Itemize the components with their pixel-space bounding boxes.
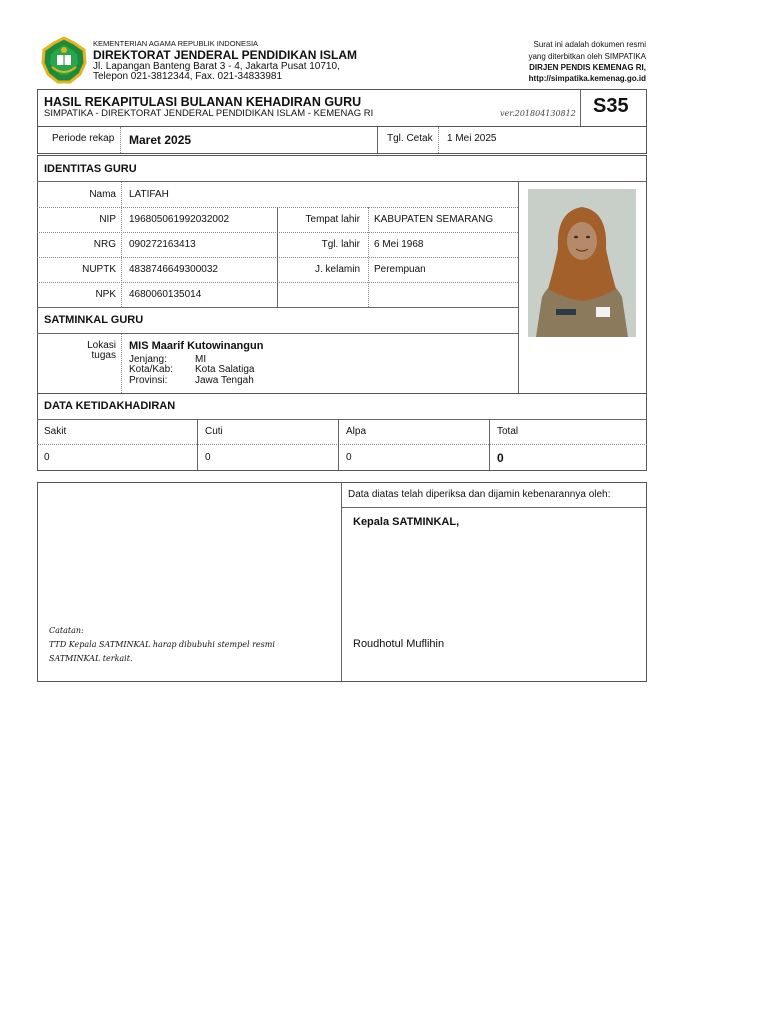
absence-col-alpa: Alpa bbox=[346, 426, 367, 437]
nuptk-value: 4838746649300032 bbox=[129, 264, 218, 275]
absence-val-alpa: 0 bbox=[346, 452, 352, 463]
notice-line-2: yang diterbitkan oleh SIMPATIKA bbox=[528, 52, 646, 61]
print-date-label: Tgl. Cetak bbox=[387, 133, 433, 144]
jenjang-label: Jenjang: bbox=[129, 354, 167, 365]
npk-value: 4680060135014 bbox=[129, 289, 202, 300]
signer-role: Kepala SATMINKAL, bbox=[353, 516, 460, 528]
tempat-lahir-value: KABUPATEN SEMARANG bbox=[374, 214, 494, 225]
kota-label: Kota/Kab: bbox=[129, 364, 173, 375]
kota-value: Kota Salatiga bbox=[195, 364, 255, 375]
nip-label: NIP bbox=[99, 214, 116, 225]
lokasi-label-2: tugas bbox=[91, 350, 116, 361]
nip-value: 196805061992032002 bbox=[129, 214, 230, 225]
nuptk-label: NUPTK bbox=[82, 264, 116, 275]
absence-val-cuti: 0 bbox=[205, 452, 211, 463]
teacher-photo bbox=[528, 189, 636, 337]
report-subtitle: SIMPATIKA - DIREKTORAT JENDERAL PENDIDIKAN ISLAM - KEMENAG RI bbox=[44, 108, 374, 119]
nrg-value: 090272163413 bbox=[129, 239, 196, 250]
provinsi-value: Jawa Tengah bbox=[195, 375, 254, 386]
tgl-lahir-label: Tgl. lahir bbox=[321, 239, 360, 250]
nama-value: LATIFAH bbox=[129, 189, 169, 200]
satminkal-heading: SATMINKAL GURU bbox=[44, 314, 144, 326]
ministry-name: KEMENTERIAN AGAMA REPUBLIK INDONESIA bbox=[93, 39, 259, 48]
npk-label: NPK bbox=[95, 289, 116, 300]
address-text: Jl. Lapangan Banteng Barat 3 - 4, Jakarta Pusat 10710, bbox=[93, 61, 340, 72]
tgl-lahir-value: 6 Mei 1968 bbox=[374, 239, 424, 250]
school-name: MIS Maarif Kutowinangun bbox=[129, 340, 264, 352]
form-code: S35 bbox=[593, 95, 629, 117]
jenjang-value: MI bbox=[195, 354, 207, 365]
lokasi-label-1: Lokasi bbox=[87, 340, 116, 351]
verified-text: Data diatas telah diperiksa dan dijamin kebenarannya oleh: bbox=[348, 489, 611, 500]
note-line-1: TTD Kepala SATMINKAL harap dibubuhi stempel resmi bbox=[49, 640, 275, 649]
notice-line-3: DIRJEN PENDIS KEMENAG RI, bbox=[529, 63, 646, 72]
jenis-kelamin-value: Perempuan bbox=[374, 264, 426, 275]
phone-text: Telepon 021-3812344, Fax. 021-34833981 bbox=[93, 71, 283, 82]
print-date-value: 1 Mei 2025 bbox=[447, 133, 497, 144]
jenis-kelamin-label: J. kelamin bbox=[314, 264, 360, 275]
period-label: Periode rekap bbox=[52, 133, 115, 144]
signer-name: Roudhotul Muflihin bbox=[353, 638, 445, 650]
directorate-name: DIREKTORAT JENDERAL PENDIDIKAN ISLAM bbox=[93, 48, 358, 62]
signature-section bbox=[37, 482, 647, 682]
tempat-lahir-label: Tempat lahir bbox=[305, 214, 360, 225]
notice-line-1: Surat ini adalah dokumen resmi bbox=[533, 40, 646, 49]
ministry-logo bbox=[40, 37, 88, 85]
nrg-label: NRG bbox=[93, 239, 116, 250]
absence-heading: DATA KETIDAKHADIRAN bbox=[44, 400, 176, 412]
period-value: Maret 2025 bbox=[129, 133, 192, 147]
absence-col-cuti: Cuti bbox=[205, 426, 223, 437]
absence-val-sakit: 0 bbox=[44, 452, 50, 463]
absence-val-total: 0 bbox=[497, 451, 504, 465]
provinsi-label: Provinsi: bbox=[129, 375, 168, 386]
identity-heading: IDENTITAS GURU bbox=[44, 163, 137, 175]
note-title: Catatan: bbox=[49, 626, 84, 635]
absence-col-total: Total bbox=[497, 426, 519, 437]
notice-line-4: http://simpatika.kemenag.go.id bbox=[528, 74, 646, 83]
absence-col-sakit: Sakit bbox=[44, 426, 67, 437]
note-line-2: SATMINKAL terkait. bbox=[49, 654, 133, 663]
report-title: HASIL REKAPITULASI BULANAN KEHADIRAN GURU bbox=[44, 95, 362, 109]
nama-label: Nama bbox=[89, 189, 116, 200]
version-text: ver.201804130812 bbox=[500, 109, 576, 118]
